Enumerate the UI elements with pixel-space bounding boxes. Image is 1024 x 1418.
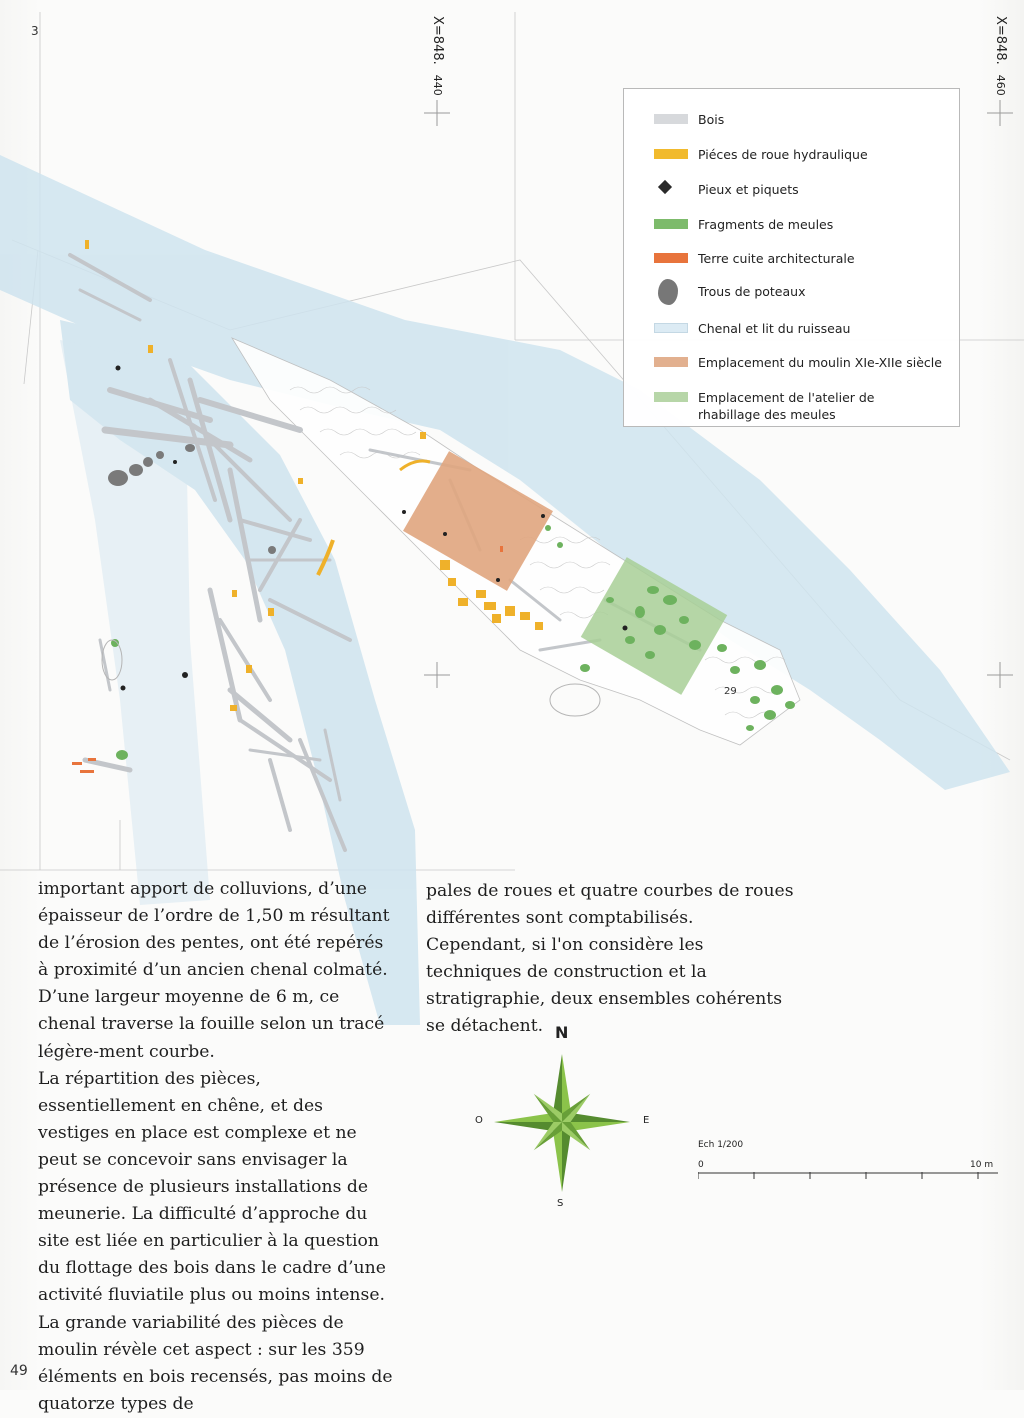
legend-label: Emplacement du moulin XIe-XIIe siècle	[698, 355, 942, 370]
right-column	[426, 878, 794, 1041]
legend-label: Trous de poteaux	[698, 284, 806, 299]
left-paragraph-2: La répartition des pièces, essentiellement en chêne, et des vestiges en place est complexe et ne peut se concevoir sans envisager la présence de plusieurs installations de meunerie. La difficulté d’approche du site est liée en particulier à la question du flottage des bois dans le cadre d’une activité fluviatile plus ou moins intense. La grande variabilité des pièces de moulin révèle cet aspect : sur les 359 éléments en bois recensés, pas moins de quatorze types de	[38, 1068, 393, 1414]
swatch-millstone	[654, 219, 688, 229]
blob-icon	[654, 279, 688, 301]
coordinate-main: X=848.	[430, 16, 445, 65]
right-paragraph-2: Cependant, si l'on considère les techniques de construction et la stratigraphie, deux ensembles cohérents se détachent.	[426, 935, 783, 1037]
map-label-29: 29	[724, 686, 737, 697]
swatch-channel	[654, 323, 688, 333]
legend-label: Piéces de roue hydraulique	[698, 147, 868, 162]
scale-ruler	[698, 1172, 998, 1192]
coordinate-sub: 440	[431, 74, 444, 96]
legend-item-wood	[654, 111, 724, 128]
swatch-terracotta	[654, 253, 688, 263]
legend-item-stakes	[654, 181, 799, 198]
compass-south: S	[557, 1198, 564, 1209]
legend-label: Emplacement de l'atelier de rhabillage des meules	[698, 390, 875, 422]
coordinate-label-440	[430, 16, 445, 96]
scale-title: Ech 1/200	[698, 1140, 744, 1150]
legend-item-mill	[654, 354, 942, 371]
legend-label: Bois	[698, 112, 725, 127]
legend-item-millstones	[654, 216, 833, 233]
map-legend	[623, 88, 960, 427]
diamond-icon	[654, 184, 688, 194]
left-column	[38, 876, 398, 1418]
scale-start: 0	[698, 1160, 704, 1170]
legend-label: Chenal et lit du ruisseau	[698, 321, 851, 336]
page-number: 49	[10, 1363, 28, 1379]
legend-label: Fragments de meules	[698, 217, 834, 232]
swatch-wood	[654, 114, 688, 124]
right-paragraph-1: pales de roues et quatre courbes de roues différentes sont comptabilisés.	[426, 881, 794, 929]
compass-star-icon	[470, 1025, 660, 1215]
swatch-wheel	[654, 149, 688, 159]
compass-rose	[470, 1025, 660, 1215]
coordinate-label-460	[993, 16, 1008, 96]
legend-item-channel	[654, 320, 850, 337]
left-paragraph-1: important apport de colluvions, d’une épaisseur de l’ordre de 1,50 m résultant de l’érosion des pentes, ont été repérés à proximité d’un ancien chenal colmaté. D’une largeur moyenne de 6 m, ce chenal traverse la fouille selon un tracé légère-ment courbe.	[38, 879, 390, 1062]
legend-label: Pieux et piquets	[698, 182, 799, 197]
compass-west: O	[475, 1115, 483, 1126]
corner-number: 3	[31, 24, 39, 38]
legend-item-wheel-pieces	[654, 146, 868, 163]
legend-item-post-holes	[654, 283, 805, 301]
legend-item-terracotta	[654, 250, 855, 267]
legend-label: Terre cuite architecturale	[698, 251, 855, 266]
swatch-workshop	[654, 392, 688, 402]
swatch-mill	[654, 357, 688, 367]
scale-bar	[698, 1140, 998, 1180]
scale-end: 10 m	[970, 1160, 994, 1170]
compass-east: E	[643, 1115, 650, 1126]
coordinate-main: X=848.	[993, 16, 1008, 65]
compass-north: N	[555, 1023, 569, 1042]
coordinate-sub: 460	[994, 74, 1007, 96]
legend-item-workshop	[654, 389, 914, 423]
